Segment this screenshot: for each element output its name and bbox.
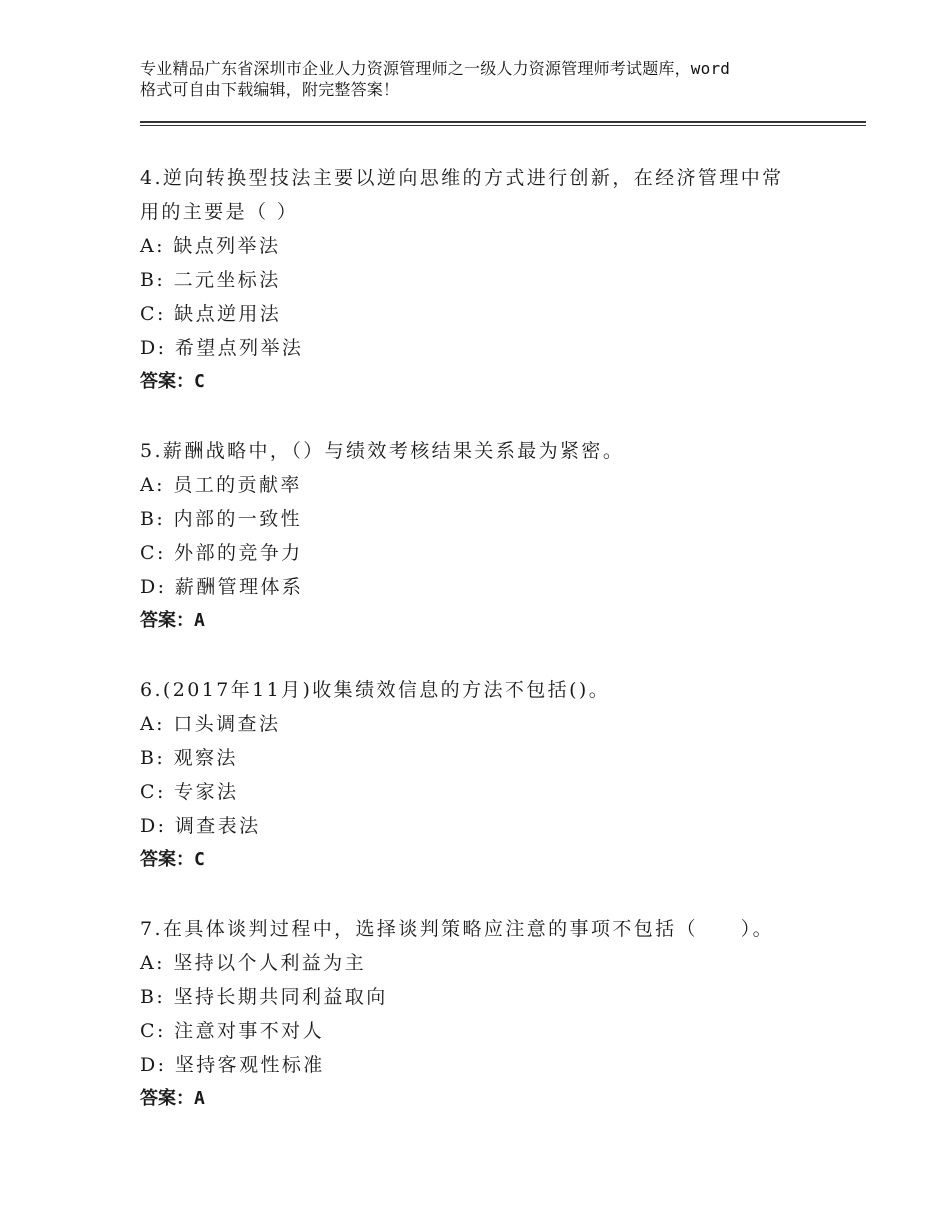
option-c: C: 专家法 bbox=[140, 781, 239, 803]
question-stem bbox=[140, 912, 800, 946]
answer: 答案：A bbox=[140, 610, 205, 631]
document-header bbox=[140, 58, 830, 100]
question-stem-line: 7.在具体谈判过程中，选择谈判策略应注意的事项不包括（ ）。 bbox=[140, 918, 775, 940]
option-b: B: 观察法 bbox=[140, 747, 238, 769]
option-d: D: 坚持客观性标准 bbox=[140, 1054, 325, 1076]
option-c: C: 缺点逆用法 bbox=[140, 303, 282, 325]
question-stem-line: 6.(2017年11月)收集绩效信息的方法不包括()。 bbox=[140, 679, 611, 701]
question-4 bbox=[140, 161, 830, 399]
header-line-2: 格式可自由下载编辑，附完整答案！ bbox=[140, 80, 400, 99]
option-a: A: 坚持以个人利益为主 bbox=[140, 952, 366, 974]
option-c: C: 外部的竞争力 bbox=[140, 542, 303, 564]
option-a: A: 缺点列举法 bbox=[140, 235, 281, 257]
answer: 答案：C bbox=[140, 849, 205, 870]
option-d: D: 希望点列举法 bbox=[140, 337, 304, 359]
answer: 答案：C bbox=[140, 371, 205, 392]
question-stem bbox=[140, 673, 800, 707]
question-stem bbox=[140, 161, 800, 229]
header-line-1: 专业精品广东省深圳市企业人力资源管理师之一级人力资源管理师考试题库，word bbox=[140, 59, 731, 78]
question-stem-line: 用的主要是（ ） bbox=[140, 201, 299, 223]
question-5 bbox=[140, 434, 830, 638]
question-stem-line: 4.逆向转换型技法主要以逆向思维的方式进行创新，在经济管理中常 bbox=[140, 167, 784, 189]
option-b: B: 坚持长期共同利益取向 bbox=[140, 986, 388, 1008]
option-c: C: 注意对事不对人 bbox=[140, 1020, 324, 1042]
option-a: A: 口头调查法 bbox=[140, 713, 281, 735]
option-b: B: 内部的一致性 bbox=[140, 508, 303, 530]
header-divider bbox=[140, 121, 866, 123]
question-stem-line: 5.薪酬战略中，（）与绩效考核结果关系最为紧密。 bbox=[140, 440, 625, 462]
answer: 答案：A bbox=[140, 1088, 205, 1109]
option-a: A: 员工的贡献率 bbox=[140, 474, 302, 496]
option-d: D: 调查表法 bbox=[140, 815, 261, 837]
header-divider bbox=[140, 125, 866, 126]
question-6 bbox=[140, 673, 830, 877]
option-d: D: 薪酬管理体系 bbox=[140, 576, 304, 598]
option-b: B: 二元坐标法 bbox=[140, 269, 281, 291]
question-7 bbox=[140, 912, 830, 1116]
question-stem bbox=[140, 434, 800, 468]
